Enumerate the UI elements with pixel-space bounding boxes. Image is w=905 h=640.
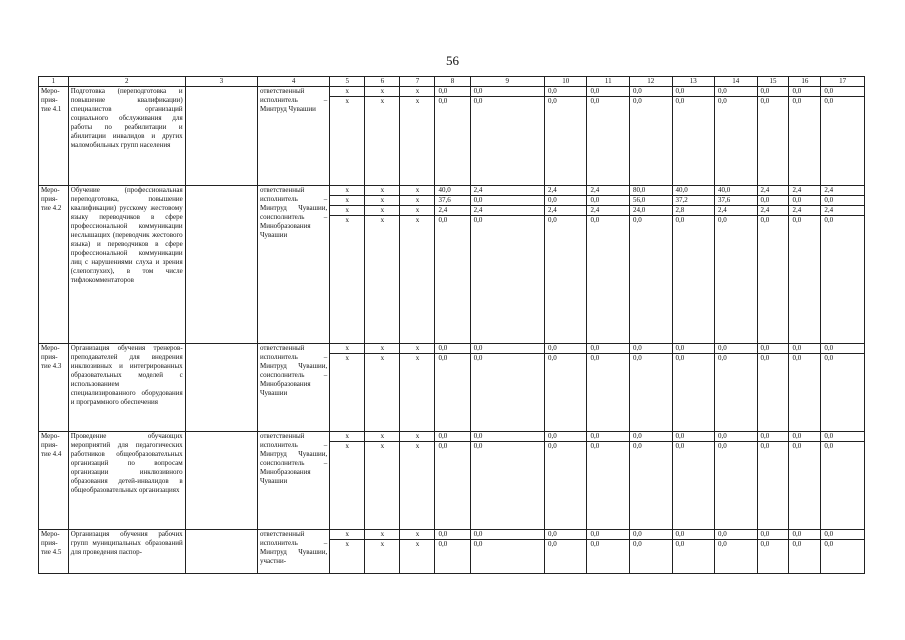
value-cell-stack	[630, 186, 673, 344]
value-cell: 0,0	[673, 432, 715, 442]
value-cell: x	[365, 530, 399, 540]
responsible-executor: ответственный исполнитель – Минтруд Чувашии, соисполнитель – Минобразования Чувашии	[257, 344, 329, 432]
column-number: 16	[789, 77, 821, 87]
program-table	[38, 76, 865, 574]
empty-cell	[185, 186, 257, 344]
activity-code: Меро-прия-тие 4.3	[39, 344, 69, 432]
value-cell: 0,0	[758, 530, 789, 540]
value-cell: 0,0	[821, 344, 864, 354]
value-cell-stack	[400, 344, 435, 432]
value-cell: x	[345, 540, 350, 548]
value-cell-stack	[672, 530, 715, 574]
responsible-executor: ответственный исполнитель – Минтруд Чувашии, соисполнитель – Минобразования Чувашии	[257, 186, 329, 344]
value-cell: 80,0	[630, 186, 672, 196]
value-cell: x	[380, 540, 385, 548]
value-cell-stack	[587, 87, 630, 186]
value-cell: x	[380, 354, 385, 362]
value-cell: 0,0	[718, 216, 727, 224]
value-cell-stack	[789, 344, 821, 432]
value-cell: 0,0	[792, 97, 802, 105]
value-cell: 0,0	[630, 432, 672, 442]
value-cell: 0,0	[792, 442, 802, 450]
value-cell: 0,0	[718, 540, 727, 548]
value-cell: 0,0	[633, 442, 642, 450]
column-number: 14	[715, 77, 758, 87]
value-cell-stack	[330, 87, 365, 186]
value-cell-stack	[715, 186, 758, 344]
value-cell: 0,0	[587, 87, 629, 97]
value-cell-stack	[330, 344, 365, 432]
value-cell: 0,0	[758, 196, 789, 206]
column-number: 11	[587, 77, 630, 87]
value-cell: 0,0	[758, 432, 789, 442]
value-cell-stack	[544, 432, 587, 530]
value-cell: x	[365, 344, 399, 354]
value-cell-stack	[544, 186, 587, 344]
value-cell: 0,0	[789, 432, 820, 442]
value-cell: 0,0	[587, 196, 629, 206]
value-cell: 0,0	[760, 97, 770, 105]
column-number: 6	[365, 77, 400, 87]
value-cell: x	[365, 206, 399, 216]
value-cell: x	[400, 196, 434, 206]
value-cell: 0,0	[438, 540, 448, 548]
value-cell: 0,0	[718, 442, 727, 450]
value-cell: x	[330, 87, 364, 97]
value-cell: 0,0	[673, 87, 715, 97]
value-cell-stack	[470, 186, 544, 344]
value-cell: 0,0	[821, 87, 864, 97]
value-cell: x	[400, 87, 434, 97]
value-cell: 2,4	[821, 206, 864, 216]
value-cell: 0,0	[718, 97, 727, 105]
column-numbers-row	[39, 77, 865, 87]
value-cell: x	[330, 186, 364, 196]
value-cell: 0,0	[715, 87, 757, 97]
value-cell: 0,0	[821, 196, 864, 206]
value-cell: x	[415, 354, 420, 362]
value-cell: 0,0	[473, 216, 483, 224]
activity-name: Организация обучения рабочих групп муниципальных образований для проведения паспор-	[68, 530, 185, 574]
value-cell: x	[345, 97, 350, 105]
page-number: 56	[446, 53, 459, 68]
value-cell: 0,0	[473, 442, 483, 450]
column-number: 3	[185, 77, 257, 87]
value-cell: 0,0	[760, 540, 770, 548]
value-cell: 0,0	[760, 442, 770, 450]
column-number: 1	[39, 77, 69, 87]
empty-cell	[185, 87, 257, 186]
value-cell-stack	[544, 344, 587, 432]
value-cell: 2,4	[471, 186, 544, 196]
value-cell-stack	[757, 87, 789, 186]
value-cell: 0,0	[824, 442, 834, 450]
value-cell: x	[345, 442, 350, 450]
value-cell: 0,0	[438, 442, 448, 450]
responsible-executor: ответственный исполнитель – Минтруд Чувашии, соисполнитель – Минобразования Чувашии	[257, 432, 329, 530]
value-cell: 0,0	[471, 196, 544, 206]
value-cell-stack	[715, 344, 758, 432]
value-cell: 0,0	[471, 530, 544, 540]
value-cell: 56,0	[630, 196, 672, 206]
value-cell-stack	[435, 87, 470, 186]
value-cell: 0,0	[547, 442, 557, 450]
value-cell: x	[400, 186, 434, 196]
value-cell: 0,0	[715, 530, 757, 540]
value-cell: x	[380, 97, 385, 105]
value-cell-stack	[544, 87, 587, 186]
value-cell: 0,0	[792, 216, 802, 224]
value-cell: 0,0	[715, 344, 757, 354]
value-cell: 0,0	[590, 97, 600, 105]
value-cell-stack	[587, 530, 630, 574]
value-cell: 24,0	[630, 206, 672, 216]
value-cell: 0,0	[590, 540, 600, 548]
activity-name: Проведение обучающих мероприятий для педагогических работников общеобразовательных организаций по вопросам организации инклюзивного образования детей-инвалидов в общеобразовательных организациях	[68, 432, 185, 530]
value-cell-stack	[630, 344, 673, 432]
value-cell: 0,0	[630, 87, 672, 97]
value-cell: 37,6	[715, 196, 757, 206]
value-cell-stack	[757, 530, 789, 574]
value-cell: 0,0	[438, 216, 448, 224]
value-cell-stack	[821, 530, 865, 574]
value-cell: 0,0	[545, 344, 587, 354]
activity-code: Меро-прия-тие 4.2	[39, 186, 69, 344]
value-cell: 0,0	[789, 196, 820, 206]
value-cell: 0,0	[675, 97, 685, 105]
activity-row	[39, 432, 865, 530]
value-cell: 2,4	[789, 186, 820, 196]
value-cell: 2,4	[587, 206, 629, 216]
value-cell: 0,0	[630, 344, 672, 354]
value-cell: 0,0	[471, 432, 544, 442]
value-cell-stack	[435, 530, 470, 574]
value-cell: 37,6	[435, 196, 469, 206]
value-cell-stack	[400, 186, 435, 344]
value-cell: 2,4	[435, 206, 469, 216]
value-cell: 0,0	[633, 97, 642, 105]
value-cell-stack	[400, 530, 435, 574]
value-cell-stack	[821, 344, 865, 432]
value-cell: 0,0	[590, 354, 600, 362]
value-cell: 0,0	[821, 432, 864, 442]
value-cell: x	[365, 196, 399, 206]
value-cell: 0,0	[545, 432, 587, 442]
value-cell: 0,0	[760, 216, 770, 224]
value-cell-stack	[757, 186, 789, 344]
column-number: 4	[257, 77, 329, 87]
activity-code: Меро-прия-тие 4.4	[39, 432, 69, 530]
value-cell: 0,0	[438, 354, 448, 362]
column-number: 8	[435, 77, 470, 87]
value-cell-stack	[470, 87, 544, 186]
value-cell: 0,0	[435, 344, 469, 354]
value-cell: 0,0	[471, 87, 544, 97]
value-cell: 37,2	[673, 196, 715, 206]
value-cell: 0,0	[675, 442, 685, 450]
value-cell: x	[380, 442, 385, 450]
value-cell-stack	[821, 186, 865, 344]
column-number: 17	[821, 77, 865, 87]
value-cell: x	[380, 216, 385, 224]
value-cell-stack	[789, 432, 821, 530]
value-cell: x	[400, 344, 434, 354]
value-cell: 40,0	[715, 186, 757, 196]
value-cell-stack	[587, 344, 630, 432]
activity-row	[39, 344, 865, 432]
value-cell: 0,0	[547, 97, 557, 105]
value-cell-stack	[630, 530, 673, 574]
activity-row	[39, 530, 865, 574]
value-cell: x	[400, 206, 434, 216]
value-cell: x	[365, 87, 399, 97]
empty-cell	[185, 432, 257, 530]
value-cell: 0,0	[824, 216, 834, 224]
value-cell: 0,0	[758, 344, 789, 354]
column-number: 5	[330, 77, 365, 87]
value-cell: 0,0	[438, 97, 448, 105]
value-cell: x	[400, 530, 434, 540]
value-cell: 40,0	[673, 186, 715, 196]
value-cell-stack	[757, 432, 789, 530]
value-cell: 0,0	[675, 216, 685, 224]
column-number: 9	[470, 77, 544, 87]
activity-code: Меро-прия-тие 4.5	[39, 530, 69, 574]
column-number: 12	[630, 77, 673, 87]
value-cell-stack	[630, 87, 673, 186]
activity-row	[39, 186, 865, 344]
column-number: 7	[400, 77, 435, 87]
value-cell: x	[415, 216, 420, 224]
value-cell-stack	[789, 87, 821, 186]
value-cell-stack	[400, 87, 435, 186]
value-cell: 0,0	[590, 442, 600, 450]
value-cell-stack	[821, 432, 865, 530]
value-cell-stack	[789, 186, 821, 344]
value-cell: x	[330, 432, 364, 442]
value-cell-stack	[789, 530, 821, 574]
value-cell: 2,4	[821, 186, 864, 196]
value-cell: 0,0	[633, 540, 642, 548]
value-cell-stack	[365, 432, 400, 530]
value-cell: x	[345, 354, 350, 362]
value-cell: 0,0	[789, 344, 820, 354]
value-cell-stack	[757, 344, 789, 432]
value-cell: 0,0	[633, 354, 642, 362]
column-number: 2	[68, 77, 185, 87]
value-cell: 2,4	[545, 206, 587, 216]
value-cell: x	[415, 97, 420, 105]
value-cell: 0,0	[547, 354, 557, 362]
value-cell-stack	[630, 432, 673, 530]
empty-cell	[185, 344, 257, 432]
value-cell-stack	[435, 186, 470, 344]
activity-name: Подготовка (переподготовка и повышение квалификации) специалистов организаций социального обслуживания для работы по реабилитации и абилитации инвалидов и других маломобильных групп населения	[68, 87, 185, 186]
value-cell: 0,0	[715, 432, 757, 442]
value-cell: 0,0	[675, 354, 685, 362]
value-cell: 0,0	[547, 540, 557, 548]
value-cell: 0,0	[435, 432, 469, 442]
value-cell: 0,0	[821, 530, 864, 540]
value-cell-stack	[365, 186, 400, 344]
value-cell-stack	[544, 530, 587, 574]
value-cell: x	[330, 196, 364, 206]
value-cell: 0,0	[824, 354, 834, 362]
value-cell: 2,4	[471, 206, 544, 216]
value-cell: 0,0	[789, 530, 820, 540]
value-cell: 2,4	[758, 206, 789, 216]
value-cell-stack	[672, 432, 715, 530]
value-cell: 0,0	[760, 354, 770, 362]
value-cell: 2,4	[587, 186, 629, 196]
value-cell: 0,0	[789, 87, 820, 97]
value-cell-stack	[365, 344, 400, 432]
value-cell-stack	[435, 344, 470, 432]
value-cell: 0,0	[633, 216, 642, 224]
value-cell: 40,0	[435, 186, 469, 196]
value-cell-stack	[672, 344, 715, 432]
value-cell: 0,0	[473, 97, 483, 105]
value-cell: 0,0	[545, 530, 587, 540]
value-cell: 0,0	[792, 540, 802, 548]
value-cell-stack	[821, 87, 865, 186]
value-cell: 0,0	[673, 530, 715, 540]
value-cell: x	[365, 186, 399, 196]
value-cell: x	[365, 432, 399, 442]
value-cell: 0,0	[675, 540, 685, 548]
value-cell-stack	[435, 432, 470, 530]
empty-cell	[185, 530, 257, 574]
activity-name: Обучение (профессиональная переподготовка, повышение квалификации) русскому жестовому языку переводчиков в сфере профессиональной коммуникации неслышащих (переводчик жестового языка) и переводчиков в сфере профессиональной коммуникации лиц с нарушениями слуха и зрения (слепоглухих), в том числе тифлокомментаторов	[68, 186, 185, 344]
value-cell: 0,0	[435, 530, 469, 540]
value-cell-stack	[672, 87, 715, 186]
value-cell-stack	[365, 530, 400, 574]
value-cell-stack	[400, 432, 435, 530]
value-cell-stack	[470, 344, 544, 432]
value-cell: 2,8	[673, 206, 715, 216]
value-cell: 0,0	[587, 530, 629, 540]
column-number: 10	[544, 77, 587, 87]
value-cell: 0,0	[590, 216, 600, 224]
value-cell: 0,0	[545, 196, 587, 206]
value-cell-stack	[470, 530, 544, 574]
value-cell: x	[330, 206, 364, 216]
value-cell: x	[415, 540, 420, 548]
value-cell: 0,0	[824, 540, 834, 548]
value-cell-stack	[715, 432, 758, 530]
value-cell: x	[415, 442, 420, 450]
value-cell-stack	[587, 432, 630, 530]
value-cell-stack	[587, 186, 630, 344]
value-cell-stack	[715, 530, 758, 574]
value-cell-stack	[470, 432, 544, 530]
value-cell: 2,4	[758, 186, 789, 196]
value-cell: 0,0	[587, 432, 629, 442]
value-cell-stack	[672, 186, 715, 344]
column-number: 13	[672, 77, 715, 87]
value-cell: 0,0	[824, 97, 834, 105]
value-cell: 0,0	[630, 530, 672, 540]
value-cell-stack	[330, 530, 365, 574]
value-cell-stack	[715, 87, 758, 186]
value-cell: 0,0	[673, 344, 715, 354]
value-cell: 0,0	[792, 354, 802, 362]
value-cell: 2,4	[789, 206, 820, 216]
value-cell-stack	[330, 186, 365, 344]
value-cell: 0,0	[718, 354, 727, 362]
value-cell: x	[345, 216, 350, 224]
activity-code: Меро-прия-тие 4.1	[39, 87, 69, 186]
value-cell: 0,0	[545, 87, 587, 97]
value-cell: 0,0	[435, 87, 469, 97]
value-cell: 0,0	[758, 87, 789, 97]
value-cell: 0,0	[587, 344, 629, 354]
value-cell: 2,4	[715, 206, 757, 216]
value-cell-stack	[330, 432, 365, 530]
activity-name: Организация обучения тренеров-преподавателей для внедрения инклюзивных и интегрированных образовательных моделей с использованием специализированного оборудования и программного обеспечения	[68, 344, 185, 432]
value-cell: x	[400, 432, 434, 442]
value-cell: x	[330, 530, 364, 540]
value-cell: 0,0	[471, 344, 544, 354]
value-cell-stack	[365, 87, 400, 186]
value-cell: 0,0	[473, 354, 483, 362]
value-cell: 0,0	[473, 540, 483, 548]
responsible-executor: ответственный исполнитель – Минтруд Чувашии	[257, 87, 329, 186]
value-cell: 0,0	[547, 216, 557, 224]
activity-row	[39, 87, 865, 186]
column-number: 15	[757, 77, 789, 87]
value-cell: 2,4	[545, 186, 587, 196]
value-cell: x	[330, 344, 364, 354]
responsible-executor: ответственный исполнитель – Минтруд Чувашии, участни-	[257, 530, 329, 574]
